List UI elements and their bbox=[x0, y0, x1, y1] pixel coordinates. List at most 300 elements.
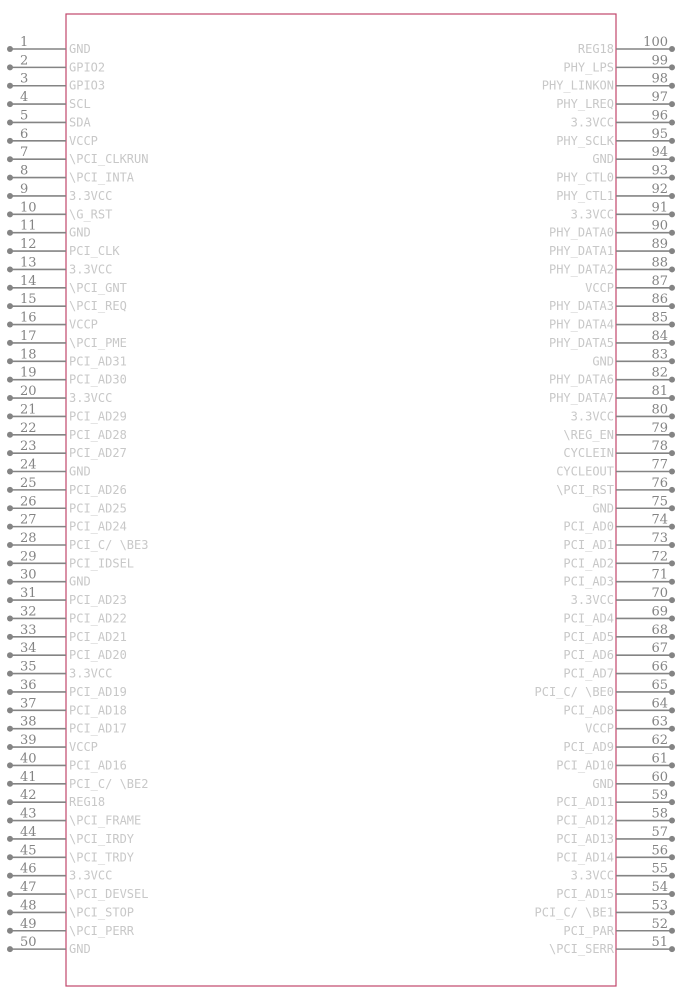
pin-end-dot bbox=[7, 46, 13, 52]
pin-end-dot bbox=[669, 101, 675, 107]
pin-number: 81 bbox=[651, 384, 668, 400]
pin-name: PHY_LREQ bbox=[556, 97, 614, 112]
pin-number: 32 bbox=[20, 604, 37, 620]
pin-number: 91 bbox=[651, 200, 668, 216]
pin-name: 3.3VCC bbox=[69, 188, 113, 203]
pin-end-dot bbox=[669, 560, 675, 566]
pin-end-dot bbox=[669, 377, 675, 383]
pin-number: 84 bbox=[651, 328, 668, 344]
pin-name: PCI_AD0 bbox=[563, 519, 614, 534]
pin-end-dot bbox=[7, 395, 13, 401]
ic-body-outline bbox=[66, 14, 616, 986]
pin-number: 63 bbox=[651, 714, 668, 730]
pin-name: GPIO3 bbox=[69, 78, 106, 93]
pin-name: GND bbox=[592, 776, 614, 791]
pin-number: 59 bbox=[651, 788, 668, 804]
pin-end-dot bbox=[669, 836, 675, 842]
pin-name: REG18 bbox=[577, 42, 614, 56]
pin-name: PCI_AD16 bbox=[69, 758, 127, 773]
pin-name: PCI_AD15 bbox=[556, 887, 614, 902]
pin-end-dot bbox=[669, 156, 675, 162]
pin-name: PHY_CTL0 bbox=[556, 170, 614, 185]
pin-number: 93 bbox=[651, 163, 668, 179]
pin-number: 48 bbox=[20, 898, 37, 914]
pin-end-dot bbox=[7, 248, 13, 254]
pin-number: 74 bbox=[651, 512, 668, 528]
pin-number: 61 bbox=[651, 751, 668, 767]
pin-end-dot bbox=[7, 450, 13, 456]
pin-name: PCI_AD31 bbox=[69, 354, 127, 369]
pin-end-dot bbox=[669, 266, 675, 272]
pin-name: \PCI_PERR bbox=[69, 923, 135, 938]
pin-number: 7 bbox=[20, 145, 29, 161]
pin-number: 77 bbox=[651, 457, 668, 473]
pin-name: GND bbox=[69, 42, 91, 56]
pin-name: \PCI_RST bbox=[556, 482, 614, 497]
pin-name: PHY_DATA0 bbox=[548, 225, 614, 240]
pin-number: 37 bbox=[20, 696, 37, 712]
pin-end-dot bbox=[669, 615, 675, 621]
pin-end-dot bbox=[7, 762, 13, 768]
pin-name: PCI_C/ \BE1 bbox=[534, 905, 614, 920]
pin-name: PCI_AD6 bbox=[563, 648, 614, 663]
pin-number: 56 bbox=[651, 843, 668, 859]
pin-number: 31 bbox=[20, 586, 37, 602]
pin-number: 98 bbox=[651, 71, 668, 87]
pin-number: 42 bbox=[20, 788, 37, 804]
pin-name: PCI_AD22 bbox=[69, 611, 127, 626]
pin-number: 30 bbox=[20, 567, 37, 583]
pin-end-dot bbox=[7, 689, 13, 695]
pin-number: 21 bbox=[20, 402, 37, 418]
pin-end-dot bbox=[669, 340, 675, 346]
pin-number: 29 bbox=[20, 549, 37, 565]
pin-number: 15 bbox=[20, 292, 37, 308]
pin-number: 44 bbox=[20, 824, 37, 840]
pin-name: GND bbox=[592, 501, 614, 516]
pin-number: 2 bbox=[20, 53, 29, 69]
pin-number: 54 bbox=[651, 880, 668, 896]
pin-end-dot bbox=[669, 946, 675, 952]
pin-number: 79 bbox=[651, 420, 668, 436]
pin-name: PCI_AD27 bbox=[69, 446, 127, 461]
pin-end-dot bbox=[7, 707, 13, 713]
pin-name: PCI_AD25 bbox=[69, 501, 127, 516]
pin-name: SCL bbox=[69, 97, 91, 112]
pin-number: 52 bbox=[651, 916, 668, 932]
pin-name: PCI_PAR bbox=[563, 923, 614, 938]
pin-number: 82 bbox=[651, 365, 668, 381]
pin-end-dot bbox=[669, 634, 675, 640]
pin-end-dot bbox=[7, 818, 13, 824]
pin-name: PHY_DATA3 bbox=[548, 299, 614, 314]
pin-name: VCCP bbox=[585, 280, 614, 295]
pin-number: 87 bbox=[651, 273, 668, 289]
pin-end-dot bbox=[7, 597, 13, 603]
pin-end-dot bbox=[669, 891, 675, 897]
pin-end-dot bbox=[7, 579, 13, 585]
pin-name: \PCI_INTA bbox=[69, 170, 135, 185]
pin-number: 73 bbox=[651, 530, 668, 546]
pin-end-dot bbox=[669, 413, 675, 419]
pin-number: 27 bbox=[20, 512, 37, 528]
pin-end-dot bbox=[7, 175, 13, 181]
pin-end-dot bbox=[669, 671, 675, 677]
pin-name: \PCI_CLKRUN bbox=[69, 152, 149, 167]
pin-name: PCI_CLK bbox=[69, 244, 120, 259]
pin-end-dot bbox=[7, 799, 13, 805]
pin-name: PCI_AD14 bbox=[556, 850, 614, 865]
pin-end-dot bbox=[7, 266, 13, 272]
pin-number: 50 bbox=[20, 935, 37, 951]
pin-name: PCI_AD8 bbox=[563, 703, 614, 718]
pin-number: 95 bbox=[651, 126, 668, 142]
pin-end-dot bbox=[669, 726, 675, 732]
pin-end-dot bbox=[7, 469, 13, 475]
pin-number: 92 bbox=[651, 181, 668, 197]
pin-name: 3.3VCC bbox=[69, 666, 113, 681]
pin-end-dot bbox=[7, 542, 13, 548]
pin-number: 67 bbox=[651, 641, 668, 657]
pin-end-dot bbox=[7, 836, 13, 842]
pin-number: 26 bbox=[20, 494, 37, 510]
pin-name: \PCI_TRDY bbox=[69, 850, 135, 865]
pin-name: PCI_AD30 bbox=[69, 372, 127, 387]
pin-name: PCI_C/ \BE0 bbox=[534, 684, 614, 699]
pin-number: 23 bbox=[20, 439, 37, 455]
pin-end-dot bbox=[669, 542, 675, 548]
pin-end-dot bbox=[7, 854, 13, 860]
pin-number: 94 bbox=[651, 145, 668, 161]
pin-number: 58 bbox=[651, 806, 668, 822]
pin-end-dot bbox=[669, 597, 675, 603]
pin-number: 8 bbox=[20, 163, 29, 179]
pin-number: 53 bbox=[651, 898, 668, 914]
pin-end-dot bbox=[7, 358, 13, 364]
pin-end-dot bbox=[669, 450, 675, 456]
pin-name: VCCP bbox=[69, 317, 98, 332]
pin-end-dot bbox=[669, 83, 675, 89]
pin-end-dot bbox=[669, 46, 675, 52]
pin-end-dot bbox=[669, 854, 675, 860]
pin-number: 20 bbox=[20, 384, 37, 400]
pin-number: 51 bbox=[651, 935, 668, 951]
pin-number: 60 bbox=[651, 769, 668, 785]
pin-number: 3 bbox=[20, 71, 29, 87]
pin-name: PCI_C/ \BE3 bbox=[69, 537, 149, 552]
pin-end-dot bbox=[669, 707, 675, 713]
pin-end-dot bbox=[669, 395, 675, 401]
pin-end-dot bbox=[669, 762, 675, 768]
pin-end-dot bbox=[7, 119, 13, 125]
pin-number: 55 bbox=[651, 861, 668, 877]
pin-name: \PCI_GNT bbox=[69, 280, 127, 295]
pin-name: REG18 bbox=[69, 795, 106, 810]
pin-name: 3.3VCC bbox=[570, 409, 614, 424]
pin-number: 100 bbox=[643, 35, 668, 50]
pin-number: 99 bbox=[651, 53, 668, 69]
pin-end-dot bbox=[7, 487, 13, 493]
pin-number: 40 bbox=[20, 751, 37, 767]
pin-name: CYCLEOUT bbox=[556, 464, 614, 479]
pin-end-dot bbox=[669, 119, 675, 125]
pin-number: 25 bbox=[20, 475, 37, 491]
pin-end-dot bbox=[7, 156, 13, 162]
pin-number: 69 bbox=[651, 604, 668, 620]
pin-number: 1 bbox=[20, 35, 29, 50]
pin-end-dot bbox=[7, 64, 13, 70]
pin-end-dot bbox=[669, 781, 675, 787]
pin-name: GND bbox=[69, 225, 91, 240]
pin-number: 76 bbox=[651, 475, 668, 491]
pin-number: 57 bbox=[651, 824, 668, 840]
pin-number: 5 bbox=[20, 108, 29, 124]
pin-number: 38 bbox=[20, 714, 37, 730]
pin-name: GND bbox=[69, 574, 91, 589]
pin-name: 3.3VCC bbox=[570, 115, 614, 130]
pin-end-dot bbox=[669, 175, 675, 181]
pin-name: PCI_AD19 bbox=[69, 684, 127, 699]
pin-number: 66 bbox=[651, 659, 668, 675]
pin-number: 6 bbox=[20, 126, 29, 142]
pin-end-dot bbox=[7, 928, 13, 934]
pin-name: PCI_AD4 bbox=[563, 611, 614, 626]
pin-name: PHY_SCLK bbox=[556, 133, 614, 148]
pin-end-dot bbox=[7, 193, 13, 199]
pin-name: CYCLEIN bbox=[563, 446, 614, 461]
pin-number: 62 bbox=[651, 733, 668, 749]
pin-end-dot bbox=[669, 211, 675, 217]
pin-number: 78 bbox=[651, 439, 668, 455]
pin-name: PCI_AD21 bbox=[69, 629, 127, 644]
pin-name: GND bbox=[69, 942, 91, 957]
pin-number: 89 bbox=[651, 237, 668, 253]
pin-name: \PCI_SERR bbox=[548, 942, 614, 957]
pin-name: PHY_LPS bbox=[563, 60, 614, 75]
pin-name: PCI_AD7 bbox=[563, 666, 614, 681]
pin-number: 41 bbox=[20, 769, 37, 785]
pin-name: \REG_EN bbox=[563, 427, 614, 442]
pin-number: 64 bbox=[651, 696, 668, 712]
pin-end-dot bbox=[669, 524, 675, 530]
pin-end-dot bbox=[7, 560, 13, 566]
pin-number: 14 bbox=[20, 273, 37, 289]
pin-number: 11 bbox=[20, 218, 37, 234]
pin-number: 39 bbox=[20, 733, 37, 749]
pin-name: PCI_AD18 bbox=[69, 703, 127, 718]
pin-end-dot bbox=[7, 524, 13, 530]
pin-name: PCI_AD2 bbox=[563, 556, 614, 571]
pin-end-dot bbox=[7, 634, 13, 640]
pin-name: PCI_AD23 bbox=[69, 593, 127, 608]
pin-name: PCI_AD13 bbox=[556, 831, 614, 846]
pin-number: 22 bbox=[20, 420, 37, 436]
pin-name: PHY_DATA2 bbox=[548, 262, 614, 277]
pin-end-dot bbox=[7, 946, 13, 952]
pin-number: 72 bbox=[651, 549, 668, 565]
pin-number: 85 bbox=[651, 310, 668, 326]
pin-number: 96 bbox=[651, 108, 668, 124]
pin-end-dot bbox=[7, 505, 13, 511]
pin-number: 71 bbox=[651, 567, 668, 583]
pin-end-dot bbox=[669, 64, 675, 70]
pin-end-dot bbox=[669, 285, 675, 291]
pin-number: 86 bbox=[651, 292, 668, 308]
pin-number: 97 bbox=[651, 90, 668, 106]
pin-name: 3.3VCC bbox=[570, 868, 614, 883]
pin-number: 70 bbox=[651, 586, 668, 602]
pin-number: 65 bbox=[651, 677, 668, 693]
pin-end-dot bbox=[7, 322, 13, 328]
pin-number: 47 bbox=[20, 880, 37, 896]
pin-name: 3.3VCC bbox=[69, 262, 113, 277]
pin-name: PCI_AD12 bbox=[556, 813, 614, 828]
pin-end-dot bbox=[669, 138, 675, 144]
pin-name: PCI_AD24 bbox=[69, 519, 127, 534]
pin-end-dot bbox=[669, 248, 675, 254]
pin-end-dot bbox=[669, 358, 675, 364]
pin-end-dot bbox=[7, 340, 13, 346]
pin-number: 83 bbox=[651, 347, 668, 363]
pin-number: 24 bbox=[20, 457, 37, 473]
pin-name: PHY_CTL1 bbox=[556, 188, 614, 203]
pin-end-dot bbox=[7, 744, 13, 750]
pin-end-dot bbox=[7, 873, 13, 879]
pin-name: PCI_AD17 bbox=[69, 721, 127, 736]
pin-name: PCI_AD11 bbox=[556, 795, 614, 810]
pin-name: GND bbox=[592, 152, 614, 167]
pin-end-dot bbox=[7, 83, 13, 89]
pin-name: GND bbox=[592, 354, 614, 369]
pin-name: \PCI_STOP bbox=[69, 905, 135, 920]
pin-number: 33 bbox=[20, 622, 37, 638]
pin-name: PCI_AD3 bbox=[563, 574, 614, 589]
pin-name: PHY_DATA4 bbox=[548, 317, 614, 332]
pin-end-dot bbox=[669, 303, 675, 309]
pin-end-dot bbox=[7, 615, 13, 621]
pin-name: 3.3VCC bbox=[69, 868, 113, 883]
pin-name: VCCP bbox=[69, 740, 98, 755]
pin-name: SDA bbox=[69, 115, 91, 130]
pin-end-dot bbox=[669, 689, 675, 695]
pin-number: 19 bbox=[20, 365, 37, 381]
pin-number: 10 bbox=[20, 200, 37, 216]
pin-name: 3.3VCC bbox=[570, 207, 614, 222]
pin-end-dot bbox=[7, 377, 13, 383]
pin-name: PCI_AD9 bbox=[563, 740, 614, 755]
pin-end-dot bbox=[7, 138, 13, 144]
pin-name: VCCP bbox=[69, 133, 98, 148]
pin-name: 3.3VCC bbox=[69, 391, 113, 406]
pin-name: PCI_IDSEL bbox=[69, 556, 135, 571]
pin-end-dot bbox=[7, 909, 13, 915]
pin-name: PHY_DATA1 bbox=[548, 244, 614, 259]
pin-end-dot bbox=[669, 469, 675, 475]
pin-end-dot bbox=[669, 487, 675, 493]
pin-name: GND bbox=[69, 464, 91, 479]
pin-name: PCI_AD28 bbox=[69, 427, 127, 442]
pin-end-dot bbox=[7, 413, 13, 419]
pin-name: PHY_DATA7 bbox=[548, 391, 614, 406]
pin-name: PCI_AD5 bbox=[563, 629, 614, 644]
pin-name: \PCI_DEVSEL bbox=[69, 887, 149, 902]
pin-end-dot bbox=[669, 873, 675, 879]
pin-number: 43 bbox=[20, 806, 37, 822]
pin-name: PCI_AD26 bbox=[69, 482, 127, 497]
pin-end-dot bbox=[7, 211, 13, 217]
pin-number: 16 bbox=[20, 310, 37, 326]
pin-number: 45 bbox=[20, 843, 37, 859]
pin-end-dot bbox=[7, 671, 13, 677]
pin-end-dot bbox=[7, 726, 13, 732]
pin-number: 68 bbox=[651, 622, 668, 638]
pin-name: \PCI_REQ bbox=[69, 299, 127, 314]
pin-name: \G_RST bbox=[69, 207, 113, 222]
pin-name: PCI_AD10 bbox=[556, 758, 614, 773]
pin-end-dot bbox=[669, 818, 675, 824]
pin-name: PCI_AD29 bbox=[69, 409, 127, 424]
pin-end-dot bbox=[669, 652, 675, 658]
pin-end-dot bbox=[669, 928, 675, 934]
pin-end-dot bbox=[669, 799, 675, 805]
pin-end-dot bbox=[7, 432, 13, 438]
pin-number: 80 bbox=[651, 402, 668, 418]
pin-number: 46 bbox=[20, 861, 37, 877]
pin-end-dot bbox=[669, 322, 675, 328]
pin-end-dot bbox=[669, 230, 675, 236]
pin-number: 88 bbox=[651, 255, 668, 271]
pin-number: 75 bbox=[651, 494, 668, 510]
pin-number: 90 bbox=[651, 218, 668, 234]
pin-name: PHY_DATA5 bbox=[548, 335, 614, 350]
pin-end-dot bbox=[7, 303, 13, 309]
pin-name: PCI_C/ \BE2 bbox=[69, 776, 149, 791]
pin-end-dot bbox=[7, 652, 13, 658]
pin-name: \PCI_IRDY bbox=[69, 831, 135, 846]
pin-end-dot bbox=[7, 781, 13, 787]
pin-number: 17 bbox=[20, 328, 37, 344]
right-pin-column bbox=[535, 35, 675, 956]
pin-number: 34 bbox=[20, 641, 37, 657]
pin-name: PCI_AD20 bbox=[69, 648, 127, 663]
pin-number: 9 bbox=[20, 181, 29, 197]
pin-number: 28 bbox=[20, 530, 37, 546]
pin-name: \PCI_PME bbox=[69, 335, 127, 350]
pin-end-dot bbox=[669, 432, 675, 438]
pin-name: PHY_DATA6 bbox=[548, 372, 614, 387]
pin-end-dot bbox=[669, 744, 675, 750]
pin-end-dot bbox=[7, 285, 13, 291]
pin-name: GPIO2 bbox=[69, 60, 106, 75]
pin-end-dot bbox=[669, 505, 675, 511]
pin-end-dot bbox=[7, 230, 13, 236]
pin-number: 36 bbox=[20, 677, 37, 693]
pin-name: 3.3VCC bbox=[570, 593, 614, 608]
pin-end-dot bbox=[7, 891, 13, 897]
pin-number: 18 bbox=[20, 347, 37, 363]
pin-name: VCCP bbox=[585, 721, 614, 736]
pin-number: 12 bbox=[20, 237, 37, 253]
pin-number: 35 bbox=[20, 659, 37, 675]
pin-number: 49 bbox=[20, 916, 37, 932]
pin-number: 4 bbox=[20, 90, 29, 106]
pin-end-dot bbox=[669, 193, 675, 199]
pin-name: \PCI_FRAME bbox=[69, 813, 142, 828]
pin-number: 13 bbox=[20, 255, 37, 271]
pin-end-dot bbox=[7, 101, 13, 107]
pin-name: PHY_LINKON bbox=[541, 78, 614, 93]
pin-end-dot bbox=[669, 579, 675, 585]
